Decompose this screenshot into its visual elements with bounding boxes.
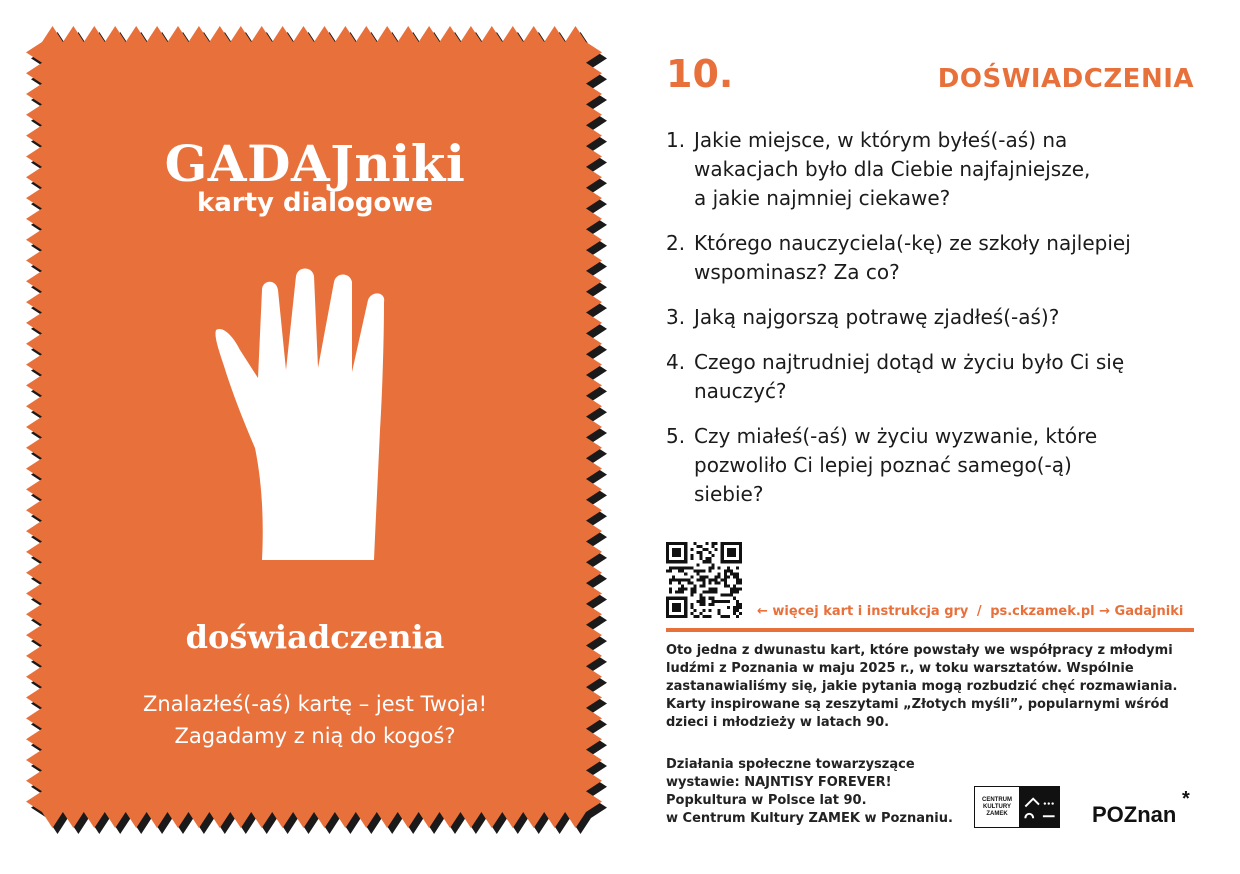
question-number: 2. — [666, 231, 686, 255]
question-item — [666, 126, 1206, 213]
card-tagline — [70, 688, 560, 752]
ckz-logo-text — [975, 787, 1019, 827]
question-text: Czy miałeś(-aś) w życiu wyzwanie, które pozwoliło Ci lepiej poznać samego(-ą) siebie? — [694, 424, 1098, 506]
more-cards-link[interactable]: ← więcej kart i instrukcja gry — [757, 604, 969, 619]
card-category-heading: DOŚWIADCZENIA — [937, 64, 1194, 94]
castle-icon — [1019, 787, 1059, 826]
question-text: Jakie miejsce, w którym byłeś(-aś) na wakacjach było dla Ciebie najfajniejsze, a jakie najmniej ciekawe? — [694, 128, 1091, 210]
poznan-logo — [1092, 788, 1190, 828]
question-number: 1. — [666, 128, 686, 152]
about-line: dzieci i młodzieży w latach 90. — [666, 715, 890, 730]
ckz-logo-mark — [1019, 787, 1059, 827]
ckz-logo-line: ZAMEK — [986, 810, 1008, 817]
more-cards-link-row[interactable] — [757, 604, 1184, 619]
card-tagline-line: Znalazłeś(-aś) kartę – jest Twoja! — [143, 692, 487, 716]
social-line: Popkultura w Polsce lat 90. — [666, 793, 867, 808]
link-separator: / — [976, 604, 982, 619]
about-text — [666, 642, 1186, 732]
ckz-logo-line: KULTURY — [983, 803, 1011, 810]
centrum-kultury-zamek-logo — [974, 786, 1060, 828]
question-number: 4. — [666, 350, 686, 374]
question-number: 3. — [666, 305, 686, 329]
qr-code-icon[interactable] — [666, 542, 742, 618]
about-line: Oto jedna z dwunastu kart, które powstały we współpracy z młodymi — [666, 643, 1173, 658]
card-category-label: doświadczenia — [185, 618, 445, 656]
question-text: Jaką najgorszą potrawę zjadłeś(-aś)? — [694, 305, 1060, 329]
card-tagline-line: Zagadamy z nią do kogoś? — [174, 724, 456, 748]
question-text: Czego najtrudniej dotąd w życiu było Ci się nauczyć? — [694, 350, 1125, 403]
social-actions-text — [666, 756, 966, 828]
divider — [666, 628, 1194, 632]
question-item — [666, 303, 1206, 332]
social-line: Działania społeczne towarzyszące — [666, 757, 915, 772]
card-number: 10. — [666, 52, 734, 96]
question-item — [666, 229, 1206, 287]
ckz-logo-line: CENTRUM — [982, 796, 1012, 803]
social-line: wystawie: NAJNTISY FOREVER! — [666, 775, 892, 790]
about-line: ludźmi z Poznania w maju 2025 r., w toku warsztatów. Wspólnie — [666, 661, 1134, 676]
poznan-star-icon: * — [1182, 788, 1190, 810]
question-text: Którego nauczyciela(-kę) ze szkoły najlepiej wspominasz? Za co? — [694, 231, 1131, 284]
website-link[interactable]: ps.ckzamek.pl — [990, 604, 1095, 619]
social-line: w Centrum Kultury ZAMEK w Poznaniu. — [666, 811, 953, 826]
about-line: Karty inspirowane są zeszytami „Złotych myśli”, popularnymi wśród — [666, 697, 1169, 712]
question-list — [666, 126, 1206, 525]
poznan-logo-text: POZnan — [1092, 802, 1177, 827]
brand-title: GADAJniki — [164, 134, 466, 193]
about-line: zastanawialiśmy się, jakie pytania mogą rozbudzić chęć rozmawiania. — [666, 679, 1178, 694]
question-item — [666, 422, 1206, 509]
question-item — [666, 348, 1206, 406]
gadajniki-link[interactable]: → Gadajniki — [1099, 604, 1184, 619]
question-number: 5. — [666, 424, 686, 448]
brand-subtitle: karty dialogowe — [196, 188, 434, 218]
